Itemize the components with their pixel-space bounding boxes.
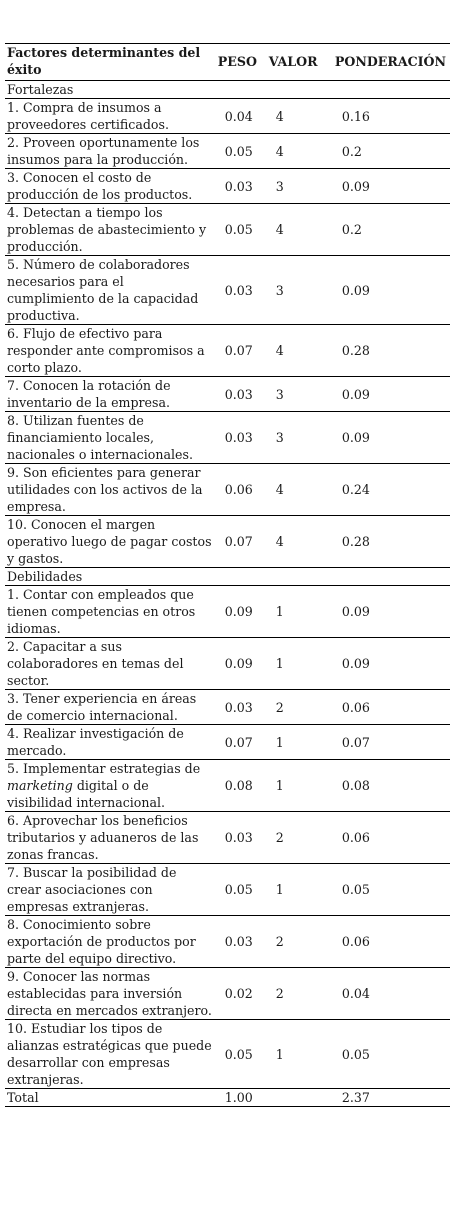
cell-valor: 4	[267, 99, 333, 134]
cell-peso: 0.09	[216, 586, 267, 638]
cell-peso: 0.03	[216, 412, 267, 464]
cell-valor: 3	[267, 256, 333, 325]
cell-factor: 9. Conocer las normas establecidas para inversión directa en mercados extranjero.	[5, 968, 216, 1020]
table-row	[5, 690, 450, 725]
cell-factor: 7. Buscar la posibilidad de crear asociaciones con empresas extranjeras.	[5, 864, 216, 916]
cell-factor: 6. Flujo de efectivo para responder ante compromisos a corto plazo.	[5, 325, 216, 377]
table-row	[5, 464, 450, 516]
cell-factor: 3. Conocen el costo de producción de los productos.	[5, 169, 216, 204]
total-ponderacion: 2.37	[333, 1089, 450, 1107]
cell-factor: 3. Tener experiencia en áreas de comercio internacional.	[5, 690, 216, 725]
table-row	[5, 169, 450, 204]
cell-peso: 0.03	[216, 690, 267, 725]
cell-ponderacion: 0.09	[333, 377, 450, 412]
cell-valor: 4	[267, 464, 333, 516]
total-label: Total	[5, 1089, 216, 1107]
section-title-weaknesses: Debilidades	[5, 568, 450, 586]
table-row	[5, 204, 450, 256]
cell-peso: 0.05	[216, 204, 267, 256]
table-row	[5, 586, 450, 638]
cell-valor: 2	[267, 690, 333, 725]
table-row	[5, 256, 450, 325]
cell-ponderacion: 0.06	[333, 812, 450, 864]
cell-ponderacion: 0.05	[333, 1020, 450, 1089]
cell-factor: 8. Utilizan fuentes de financiamiento locales, nacionales o internacionales.	[5, 412, 216, 464]
success-factors-table	[5, 43, 450, 1107]
cell-factor: 4. Realizar investigación de mercado.	[5, 725, 216, 760]
table-row	[5, 516, 450, 568]
section-row-strengths	[5, 81, 450, 99]
total-valor	[267, 1089, 333, 1107]
cell-ponderacion: 0.05	[333, 864, 450, 916]
cell-factor: 10. Estudiar los tipos de alianzas estratégicas que puede desarrollar con empresas extranjeras.	[5, 1020, 216, 1089]
cell-ponderacion: 0.06	[333, 690, 450, 725]
cell-peso: 0.07	[216, 325, 267, 377]
cell-valor: 3	[267, 412, 333, 464]
table-row	[5, 1020, 450, 1089]
header-valor: VALOR	[267, 44, 333, 81]
cell-valor: 1	[267, 864, 333, 916]
cell-valor: 1	[267, 586, 333, 638]
cell-factor: 8. Conocimiento sobre exportación de productos por parte del equipo directivo.	[5, 916, 216, 968]
cell-ponderacion: 0.09	[333, 169, 450, 204]
cell-peso: 0.05	[216, 134, 267, 169]
cell-valor: 4	[267, 325, 333, 377]
cell-factor: 5. Implementar estrategias de marketing digital o de visibilidad internacional.	[5, 760, 216, 812]
cell-ponderacion: 0.28	[333, 516, 450, 568]
table-header-row	[5, 44, 450, 81]
table-body	[5, 81, 450, 1107]
cell-factor: 10. Conocen el margen operativo luego de pagar costos y gastos.	[5, 516, 216, 568]
cell-peso: 0.05	[216, 864, 267, 916]
cell-ponderacion: 0.09	[333, 586, 450, 638]
cell-peso: 0.04	[216, 99, 267, 134]
cell-factor: 2. Capacitar a sus colaboradores en temas del sector.	[5, 638, 216, 690]
cell-peso: 0.03	[216, 256, 267, 325]
cell-valor: 1	[267, 760, 333, 812]
table-row	[5, 864, 450, 916]
header-ponderacion: PONDERACIÓN	[333, 44, 450, 81]
header-factors: Factores determinantes del éxito	[5, 44, 216, 81]
cell-valor: 4	[267, 516, 333, 568]
italic-term: marketing	[7, 778, 73, 793]
total-row	[5, 1089, 450, 1107]
cell-factor: 5. Número de colaboradores necesarios para el cumplimiento de la capacidad productiva.	[5, 256, 216, 325]
table-row	[5, 968, 450, 1020]
cell-valor: 2	[267, 916, 333, 968]
cell-factor: 2. Proveen oportunamente los insumos para la producción.	[5, 134, 216, 169]
cell-valor: 1	[267, 638, 333, 690]
cell-factor: 1. Compra de insumos a proveedores certificados.	[5, 99, 216, 134]
header-peso: PESO	[216, 44, 267, 81]
cell-valor: 2	[267, 968, 333, 1020]
cell-ponderacion: 0.08	[333, 760, 450, 812]
cell-ponderacion: 0.07	[333, 725, 450, 760]
table-row	[5, 725, 450, 760]
table-row	[5, 916, 450, 968]
section-title-strengths: Fortalezas	[5, 81, 450, 99]
cell-peso: 0.07	[216, 516, 267, 568]
table-row	[5, 412, 450, 464]
cell-valor: 1	[267, 725, 333, 760]
cell-factor: 7. Conocen la rotación de inventario de la empresa.	[5, 377, 216, 412]
cell-ponderacion: 0.16	[333, 99, 450, 134]
table-row	[5, 99, 450, 134]
cell-peso: 0.03	[216, 812, 267, 864]
cell-ponderacion: 0.09	[333, 256, 450, 325]
cell-valor: 4	[267, 134, 333, 169]
cell-peso: 0.07	[216, 725, 267, 760]
cell-factor: 4. Detectan a tiempo los problemas de abastecimiento y producción.	[5, 204, 216, 256]
table-row	[5, 325, 450, 377]
cell-factor: 1. Contar con empleados que tienen competencias en otros idiomas.	[5, 586, 216, 638]
table-row	[5, 760, 450, 812]
cell-valor: 3	[267, 377, 333, 412]
cell-peso: 0.03	[216, 169, 267, 204]
cell-ponderacion: 0.04	[333, 968, 450, 1020]
cell-peso: 0.06	[216, 464, 267, 516]
cell-factor: 6. Aprovechar los beneficios tributarios y aduaneros de las zonas francas.	[5, 812, 216, 864]
cell-factor: 9. Son eficientes para generar utilidades con los activos de la empresa.	[5, 464, 216, 516]
cell-peso: 0.05	[216, 1020, 267, 1089]
cell-peso: 0.03	[216, 916, 267, 968]
cell-valor: 1	[267, 1020, 333, 1089]
cell-valor: 4	[267, 204, 333, 256]
cell-ponderacion: 0.06	[333, 916, 450, 968]
cell-peso: 0.03	[216, 377, 267, 412]
table-row	[5, 134, 450, 169]
total-peso: 1.00	[216, 1089, 267, 1107]
section-row-weaknesses	[5, 568, 450, 586]
cell-peso: 0.02	[216, 968, 267, 1020]
cell-ponderacion: 0.09	[333, 412, 450, 464]
table-row	[5, 377, 450, 412]
table-row	[5, 638, 450, 690]
cell-peso: 0.09	[216, 638, 267, 690]
cell-ponderacion: 0.2	[333, 204, 450, 256]
cell-peso: 0.08	[216, 760, 267, 812]
cell-ponderacion: 0.24	[333, 464, 450, 516]
cell-ponderacion: 0.09	[333, 638, 450, 690]
cell-valor: 2	[267, 812, 333, 864]
cell-valor: 3	[267, 169, 333, 204]
cell-ponderacion: 0.28	[333, 325, 450, 377]
cell-ponderacion: 0.2	[333, 134, 450, 169]
table-row	[5, 812, 450, 864]
